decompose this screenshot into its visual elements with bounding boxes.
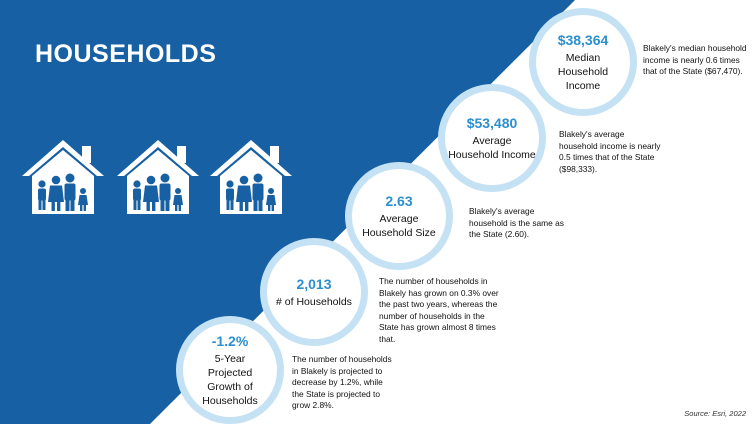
source-note: Source: Esri, 2022 [684,409,746,418]
stat-value: -1.2% [211,332,249,349]
stat-description: The number of households in Blakely is projected to decrease by 1.2%, while the State is projected to grow 2.8%. [292,354,392,411]
stat-label: Average Household Size [362,212,436,239]
stat-description: The number of households in Blakely has grown on 0.3% over the past two years, whereas the number of households in the State has grown almost 8 times that. [379,276,499,344]
median-household-income-stat [529,8,637,116]
house-with-family-icon [210,138,292,216]
stat-label: # of Households [276,295,352,308]
average-household-income-stat [438,84,546,192]
stat-description: Blakely's average household income is nearly 0.5 times that of the State ($98,333). [559,129,661,174]
page-title: HOUSEHOLDS [35,40,217,68]
stat-description: Blakely's median household income is nearly 0.6 times that of the State ($67,470). [643,43,747,77]
stat-label: Average Household Income [448,134,536,161]
house-with-family-icon [22,138,104,216]
stat-value: 2.63 [385,192,413,209]
number-of-households-stat [260,238,368,346]
stat-value: 2,013 [296,275,332,292]
stat-value: $38,364 [557,31,609,48]
stat-value: $53,480 [466,114,518,131]
average-household-size-stat [345,162,453,270]
house-with-family-icon [117,138,199,216]
stat-label: 5-Year Projected Growth of Households [202,352,258,407]
stat-label: Median Household Income [557,51,609,92]
stat-description: Blakely's average household is the same as the State (2.60). [469,206,564,240]
projected-growth-stat [176,316,284,424]
